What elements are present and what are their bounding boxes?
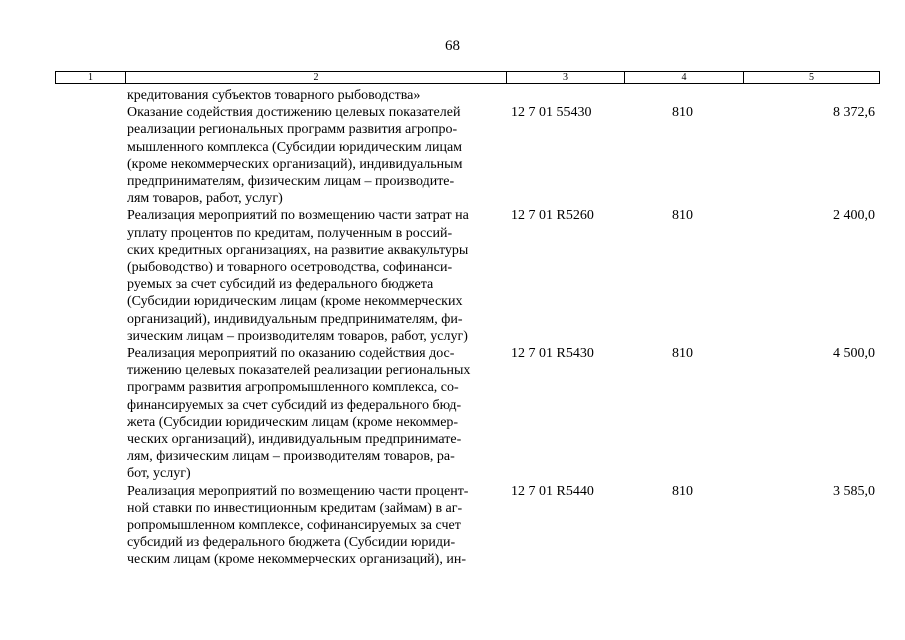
row-description: Реализация мероприятий по оказанию содействия дос- тижению целевых показателей реализации региональных программ развития агропромышленного комплекса, со- финансируемых за счет субсидий из федерального бюд- жета (Субсидии юридическим лицам (кроме некоммер- ческих организаций), индивидуальным предпринимате- лям, физическим лицам – производителям товаров, ра- бот, услуг) xyxy=(127,346,471,482)
table-header-col-4: 4 xyxy=(624,72,743,83)
row-amount: 4 500,0 xyxy=(833,346,875,362)
table-row xyxy=(0,483,905,569)
table-row xyxy=(0,345,905,483)
row-amount: 2 400,0 xyxy=(833,208,875,224)
page-number: 68 xyxy=(445,38,460,54)
row-description: Реализация мероприятий по возмещению части процент- ной ставки по инвестиционным кредитам (займам) в аг- ропромышленном комплексе, софинансируемых за счет субсидий из федерального бюджета (Субсидии юриди- ческим лицам (кроме некоммерческих организаций), ин- xyxy=(127,483,469,568)
table-header-col-3: 3 xyxy=(506,72,624,83)
row-vr: 810 xyxy=(672,208,693,224)
row-code: 12 7 01 R5430 xyxy=(511,346,594,362)
row-vr: 810 xyxy=(672,105,693,121)
row-amount: 3 585,0 xyxy=(833,483,875,499)
row-vr: 810 xyxy=(672,346,693,362)
table-body xyxy=(0,87,905,569)
row-code: 12 7 01 R5260 xyxy=(511,208,594,224)
row-code: 12 7 01 R5440 xyxy=(511,483,594,499)
table-row xyxy=(0,104,905,207)
row-amount: 8 372,6 xyxy=(833,105,875,121)
table-header-col-2: 2 xyxy=(125,72,506,83)
table-row xyxy=(0,87,905,104)
table-header-row xyxy=(55,71,880,84)
table-row xyxy=(0,207,905,345)
row-description: кредитования субъектов товарного рыбоводства» xyxy=(127,88,421,103)
row-description: Оказание содействия достижению целевых показателей реализации региональных программ развития агропро- мышленного комплекса (Субсидии юридическим лицам (кроме некоммерческих организаций), индивидуальным предпринимателям, физическим лицам – производите- лям товаров, работ, услуг) xyxy=(127,105,463,207)
table-header-col-1: 1 xyxy=(88,72,93,83)
row-description: Реализация мероприятий по возмещению части затрат на уплату процентов по кредитам, полученным в россий- ских кредитных организациях, на развитие аквакультуры (рыбоводство) и товарного осетроводства, софинанси- руемых за счет субсидий из федерального бюджета (Субсидии юридическим лицам (кроме некоммерческих организаций), индивидуальным предпринимателям, фи- зическим лицам – производителям товаров, работ, услуг) xyxy=(127,208,469,344)
row-vr: 810 xyxy=(672,483,693,499)
table-header-col-5: 5 xyxy=(743,72,879,83)
row-code: 12 7 01 55430 xyxy=(511,105,592,121)
